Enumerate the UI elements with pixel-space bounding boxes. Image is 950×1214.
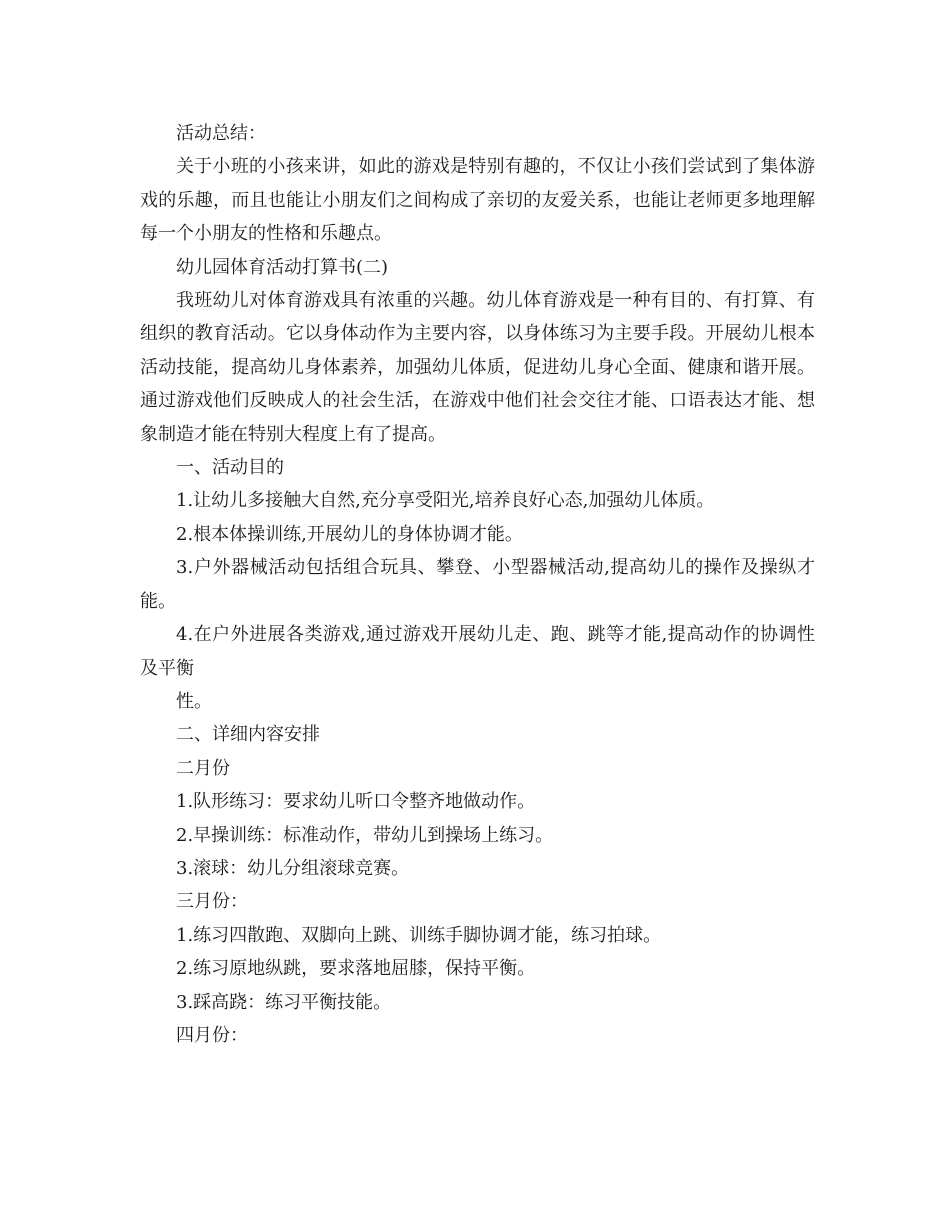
paragraph-plan-title: 幼儿园体育活动打算书(二) — [176, 256, 389, 278]
goal-item-4-continued: 性。 — [176, 690, 212, 712]
month-heading-february: 二月份 — [176, 757, 230, 779]
march-item-1: 1.练习四散跑、双脚向上跳、训练手脚协调才能，练习拍球。 — [176, 924, 662, 946]
month-heading-april: 四月份： — [176, 1024, 248, 1046]
section-heading-goals: 一、活动目的 — [176, 457, 284, 479]
paragraph-plan-intro: 我班幼儿对体育游戏具有浓重的兴趣。幼儿体育游戏是一种有目的、有打算、有组织的教育活动。它以身体动作为主要内容，以身体练习为主要手段。开展幼儿根本活动技能，提高幼儿身体素养，加强幼儿体质，促进幼儿身心全面、健康和谐开展。通过游戏他们反映成人的社会生活，在游戏中他们社会交往才能、口语表达才能、想象制造才能在特别大程度上有了提高。 — [140, 290, 815, 445]
goal-item-2: 2.根本体操训练,开展幼儿的身体协调才能。 — [176, 523, 523, 545]
march-item-3: 3.踩高跷：练习平衡技能。 — [176, 991, 392, 1013]
month-heading-march: 三月份： — [176, 891, 248, 913]
february-item-3: 3.滚球：幼儿分组滚球竞赛。 — [176, 857, 410, 879]
goal-item-3: 3.户外器械活动包括组合玩具、攀登、小型器械活动,提高幼儿的操作及操纵才能。 — [140, 557, 815, 612]
goal-item-1: 1.让幼儿多接触大自然,充分享受阳光,培养良好心态,加强幼儿体质。 — [176, 490, 715, 512]
paragraph-summary-heading: 活动总结： — [176, 123, 266, 144]
goal-item-4: 4.在户外进展各类游戏,通过游戏开展幼儿走、跑、跳等才能,提高动作的协调性及平衡 — [140, 624, 815, 679]
february-item-2: 2.早操训练：标准动作，带幼儿到操场上练习。 — [176, 824, 554, 846]
february-item-1: 1.队形练习：要求幼儿听口令整齐地做动作。 — [176, 791, 536, 813]
section-heading-schedule: 二、详细内容安排 — [176, 724, 320, 746]
paragraph-summary-body: 关于小班的小孩来讲，如此的游戏是特别有趣的，不仅让小孩们尝试到了集体游戏的乐趣，而且也能让小朋友们之间构成了亲切的友爱关系，也能让老师更多地理解每一个小朋友的性格和乐趣点。 — [140, 156, 815, 245]
march-item-2: 2.练习原地纵跳，要求落地屈膝，保持平衡。 — [176, 958, 536, 980]
document-body — [140, 117, 815, 1052]
